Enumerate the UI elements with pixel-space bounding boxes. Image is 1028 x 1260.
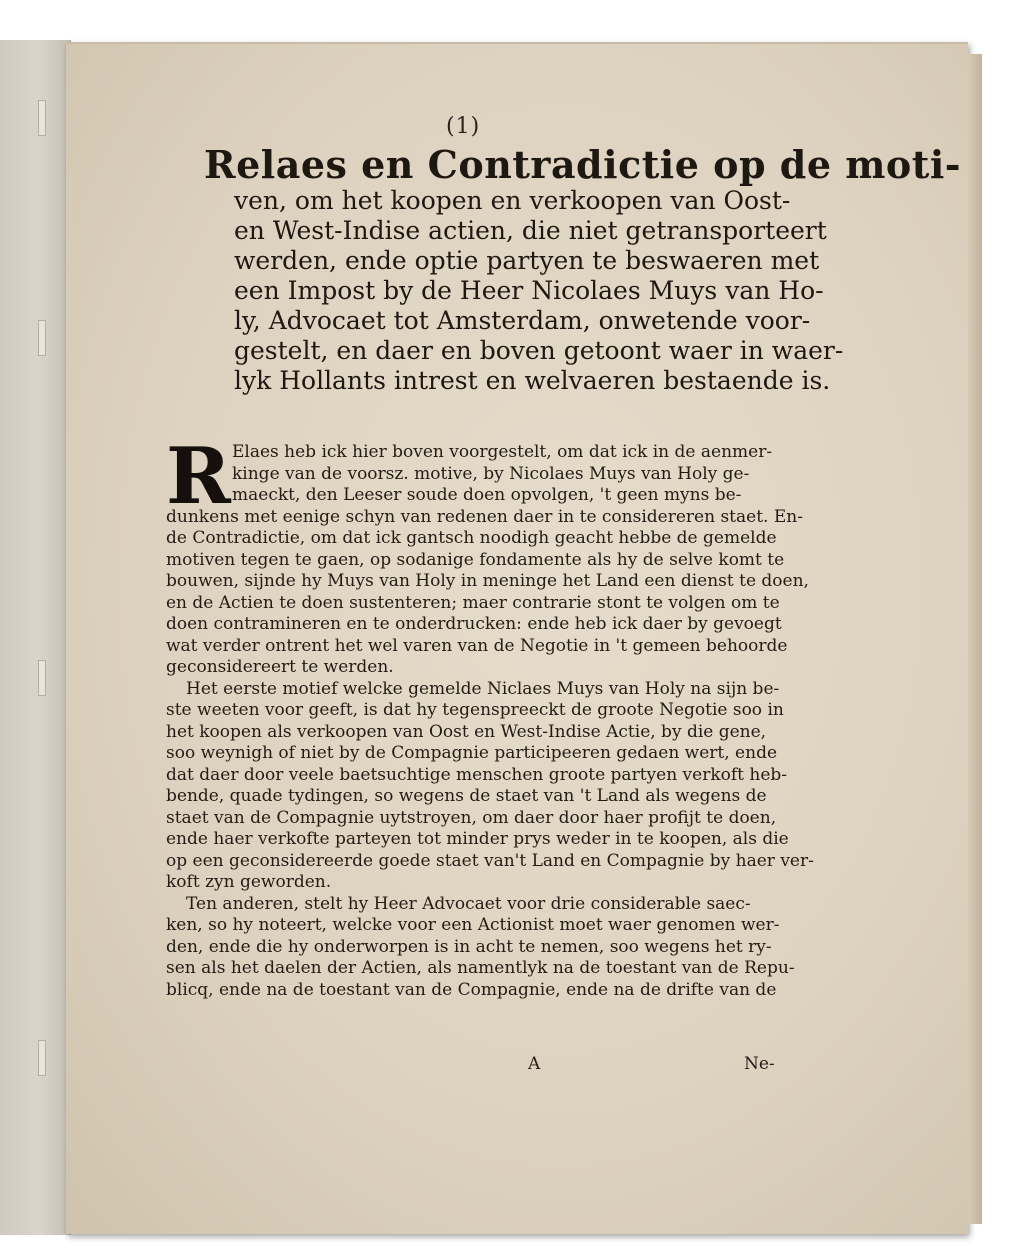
text-line: sen als het daelen der Actien, als namentlyk na de toestant van de Repu- xyxy=(166,958,795,978)
binding-stitch xyxy=(38,100,46,136)
text-line: doen contramineren en te onderdrucken: ende heb ick daer by gevoegt xyxy=(166,614,782,634)
text-line: Het eerste motief welcke gemelde Niclaes Muys van Holy na sijn be- xyxy=(186,678,780,699)
text-line: dat daer door veele baetsuchtige menschen groote partyen verkoft heb- xyxy=(166,764,788,785)
page-title xyxy=(204,142,962,396)
text-line: soo weynigh of niet by de Compagnie participeeren gedaen wert, ende xyxy=(166,743,778,763)
text-line: maeckt, den Leeser soude doen opvolgen, 't geen myns be- xyxy=(232,485,742,505)
text-line: en de Actien te doen sustenteren; maer contrarie stont te volgen om te xyxy=(166,592,780,613)
text-line: dunkens met eenige schyn van redenen daer in te considereren staet. En- xyxy=(166,506,803,527)
text-line: geconsidereert te werden. xyxy=(166,657,394,677)
page-number: (1) xyxy=(446,114,481,139)
text-line: blicq, ende na de toestant van de Compagnie, ende na de drifte van de xyxy=(166,979,777,1000)
binding-stitch xyxy=(38,320,46,356)
text-line: de Contradictie, om dat ick gantsch noodigh geacht hebbe de gemelde xyxy=(166,528,777,548)
binding-stitch xyxy=(38,660,46,696)
text-line: ste weeten voor geeft, is dat hy tegenspreeckt de groote Negotie soo in xyxy=(166,700,784,720)
title-line: lyk Hollants intrest en welvaeren bestaende is. xyxy=(234,366,831,395)
body-text xyxy=(166,431,866,1001)
text-line: kinge van de voorsz. motive, by Nicolaes Muys van Holy ge- xyxy=(232,463,750,484)
text-line: ken, so hy noteert, welcke voor een Actionist moet waer genomen wer- xyxy=(166,915,780,935)
text-line: ende haer verkofte parteyen tot minder prys weder in te koopen, als die xyxy=(166,829,789,849)
title-line: gestelt, en daer en boven getoont waer in waer- xyxy=(234,336,844,365)
title-line: een Impost by de Heer Nicolaes Muys van Ho- xyxy=(234,276,824,305)
printed-page xyxy=(66,42,968,1234)
text-line: het koopen als verkoopen van Oost en West-Indise Actie, by die gene, xyxy=(166,721,767,742)
page-edge-right xyxy=(968,54,982,1224)
title-line: en West-Indise actien, die niet getransporteert xyxy=(234,216,827,245)
text-line: motiven tegen te gaen, op sodanige fondamente als hy de selve komt te xyxy=(166,549,785,570)
text-line: koft zyn geworden. xyxy=(166,872,332,892)
title-line: werden, ende optie partyen te beswaeren met xyxy=(234,246,820,275)
left-page-edge xyxy=(0,40,71,1235)
title-continuation xyxy=(234,186,844,396)
page-footer xyxy=(66,1054,846,1076)
text-line: bouwen, sijnde hy Muys van Holy in meninge het Land een dienst te doen, xyxy=(166,571,809,591)
text-line: den, ende die hy onderworpen is in acht te nemen, soo wegens het ry- xyxy=(166,936,772,957)
text-line: staet van de Compagnie uytstroyen, om daer door haer profijt te doen, xyxy=(166,807,777,828)
title-line: ven, om het koopen en verkoopen van Oost- xyxy=(234,186,791,215)
signature-mark: A xyxy=(528,1054,541,1074)
text-line: bende, quade tydingen, so wegens de staet van 't Land als wegens de xyxy=(166,786,767,806)
binding-stitch xyxy=(38,1040,46,1076)
drop-cap: R xyxy=(166,431,231,522)
text-line: Elaes heb ick hier boven voorgestelt, om dat ick in de aenmer- xyxy=(232,442,773,462)
title-line: ly, Advocaet tot Amsterdam, onwetende voor- xyxy=(234,306,811,335)
text-line: op een geconsidereerde goede staet van't Land en Compagnie by haer ver- xyxy=(166,850,814,871)
text-line: Ten anderen, stelt hy Heer Advocaet voor drie considerable saec- xyxy=(186,893,751,914)
title-first-line: Relaes en Contradictie op de moti- xyxy=(204,142,962,187)
catchword: Ne- xyxy=(744,1054,775,1074)
text-line: wat verder ontrent het wel varen van de Negotie in 't gemeen behoorde xyxy=(166,635,788,656)
